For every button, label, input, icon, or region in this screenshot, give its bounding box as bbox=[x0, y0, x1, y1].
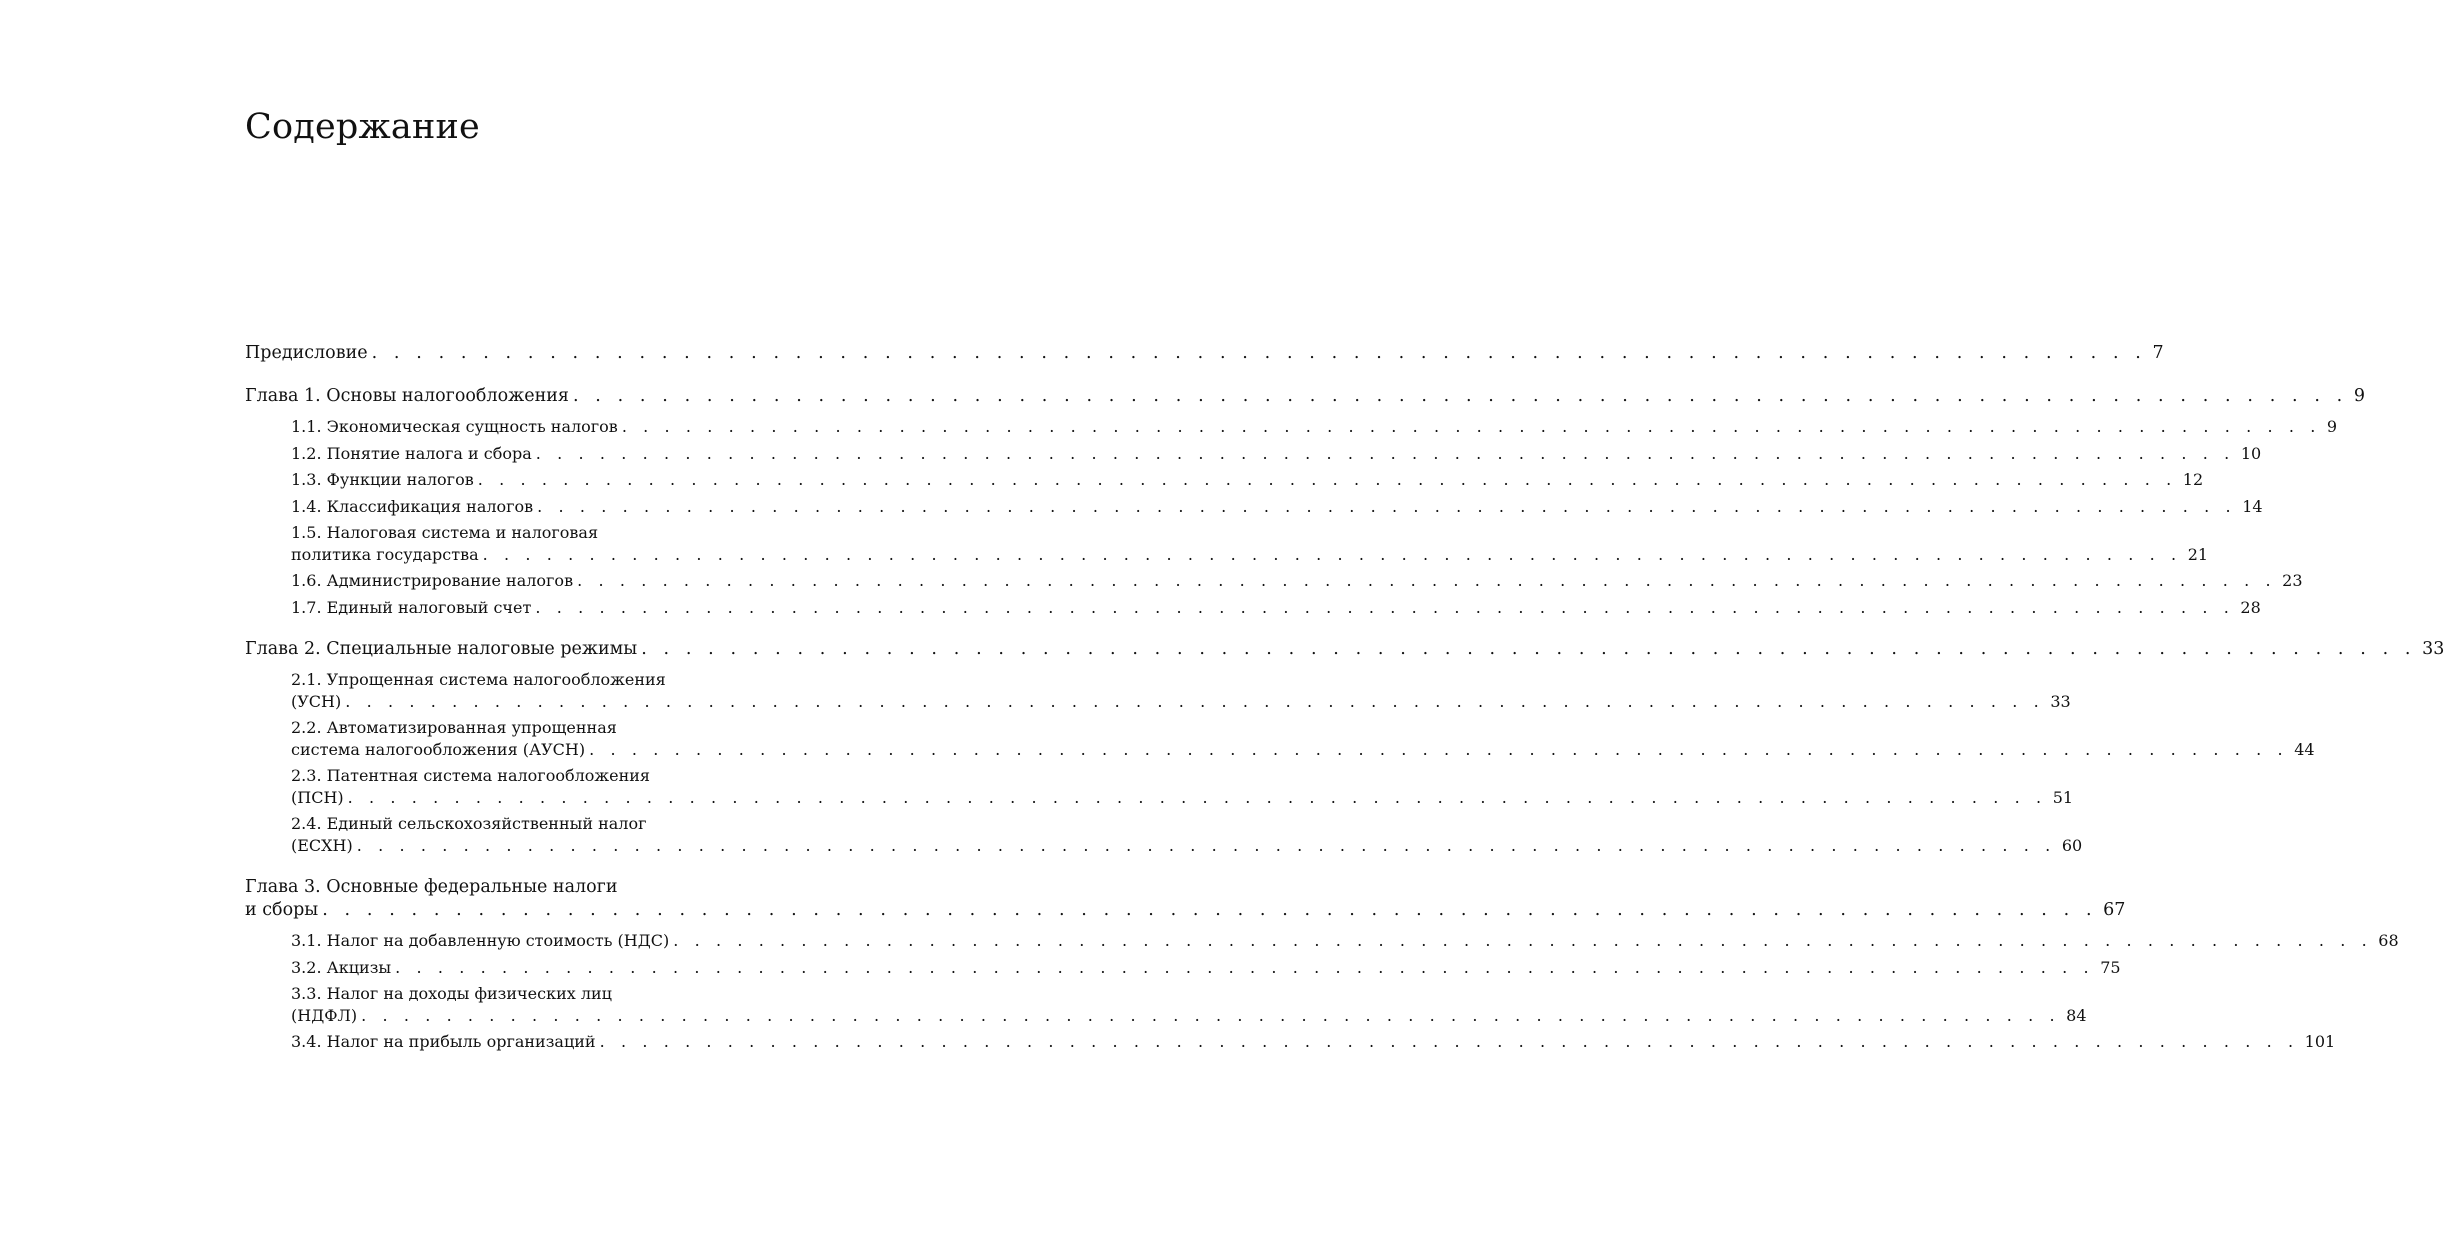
toc-page-number: 10 bbox=[2240, 443, 2262, 463]
toc-page-number: 7 bbox=[2152, 343, 2164, 363]
toc-line bbox=[291, 496, 2263, 518]
page-title: Содержание bbox=[245, 107, 480, 147]
dot-leader: . . . . . . . . . . . . . . . . . . . . . . . . . . . . . . . . . . . . . . . . . . . . . . . . . . . . . . . . . . . . . . . . . . . . . . . . . . . . . . . . bbox=[537, 496, 2237, 516]
toc-entry-title: (ЕСХН) bbox=[291, 835, 353, 855]
dot-leader: . . . . . . . . . . . . . . . . . . . . . . . . . . . . . . . . . . . . . . . . . . . . . . . . . . . . . . . . . . . . . . . . . . . . . . . . . . . . . . . . bbox=[599, 1032, 2299, 1051]
toc-entry-title: 2.2. Автоматизированная упрощенная bbox=[291, 718, 617, 737]
toc-line bbox=[291, 597, 2261, 619]
toc-line bbox=[291, 787, 2074, 809]
toc-entry-title: 1.1. Экономическая сущность налогов bbox=[291, 417, 618, 436]
dot-leader: . . . . . . . . . . . . . . . . . . . . . . . . . . . . . . . . . . . . . . . . . . . . . . . . . . . . . . . . . . . . . . . . . . . . . . . . . . . . . . . . bbox=[673, 931, 2373, 950]
toc-section[interactable] bbox=[291, 443, 2262, 465]
dot-leader: . . . . . . . . . . . . . . . . . . . . . . . . . . . . . . . . . . . . . . . . . . . . . . . . . . . . . . . . . . . . . . . . . . . . . . . . . . . . . . . . bbox=[371, 343, 2147, 363]
toc-line bbox=[291, 739, 2315, 761]
dot-leader: . . . . . . . . . . . . . . . . . . . . . . . . . . . . . . . . . . . . . . . . . . . . . . . . . . . . . . . . . . . . . . . . . . . . . . . . . . . . . . . . bbox=[482, 544, 2182, 564]
toc-entry-title: Глава 1. Основы налогообложения bbox=[245, 386, 569, 406]
toc-entry-title: 1.6. Администрирование налогов bbox=[291, 571, 574, 590]
toc-page-number: 28 bbox=[2240, 597, 2261, 617]
dot-leader: . . . . . . . . . . . . . . . . . . . . . . . . . . . . . . . . . . . . . . . . . . . . . . . . . . . . . . . . . . . . . . . . . . . . . . . . . . . . . . . . bbox=[395, 957, 2095, 977]
toc-page-number: 33 bbox=[2050, 691, 2071, 711]
dot-leader: . . . . . . . . . . . . . . . . . . . . . . . . . . . . . . . . . . . . . . . . . . . . . . . . . . . . . . . . . . . . . . . . . . . . . . . . . . . . . . . . bbox=[345, 691, 2045, 711]
toc-line bbox=[291, 765, 732, 787]
toc-section[interactable] bbox=[291, 983, 2087, 1026]
toc-line bbox=[291, 570, 2303, 592]
toc-chapter[interactable] bbox=[245, 385, 2365, 408]
toc-entry-title: (НДФЛ) bbox=[291, 1005, 358, 1025]
toc-entry-title: 1.2. Понятие налога и сбора bbox=[291, 443, 532, 463]
dot-leader: . . . . . . . . . . . . . . . . . . . . . . . . . . . . . . . . . . . . . . . . . . . . . . . . . . . . . . . . . . . . . . . . . . . . . . . . . . . . . . . . bbox=[621, 417, 2321, 436]
toc-section[interactable] bbox=[291, 813, 2083, 856]
toc-page-number: 12 bbox=[2182, 470, 2204, 489]
toc-entry-title: 3.4. Налог на прибыль организаций bbox=[291, 1032, 596, 1051]
toc-line bbox=[245, 876, 732, 899]
toc-chapter[interactable] bbox=[245, 876, 2126, 922]
toc-section[interactable] bbox=[291, 669, 2071, 712]
toc-entry-title: и сборы bbox=[245, 900, 319, 920]
toc-line bbox=[245, 385, 2365, 408]
toc-section[interactable] bbox=[291, 717, 2315, 760]
toc-chapter[interactable] bbox=[245, 638, 2444, 661]
toc-page-number: 14 bbox=[2242, 496, 2263, 516]
toc-entry-title: 3.1. Налог на добавленную стоимость (НДС) bbox=[291, 931, 670, 950]
toc-line bbox=[291, 691, 2071, 713]
toc-section[interactable] bbox=[291, 416, 2338, 438]
toc-line bbox=[291, 669, 732, 691]
toc-entry-title: 1.3. Функции налогов bbox=[291, 470, 474, 489]
toc-entry-title: (УСН) bbox=[291, 691, 342, 711]
toc-line bbox=[291, 1005, 2087, 1027]
dot-leader: . . . . . . . . . . . . . . . . . . . . . . . . . . . . . . . . . . . . . . . . . . . . . . . . . . . . . . . . . . . . . . . . . . . . . . . . . . . . . . . . bbox=[322, 900, 2098, 920]
toc-chapter[interactable] bbox=[245, 342, 2164, 365]
toc-entry-title: 1.4. Классификация налогов bbox=[291, 496, 534, 516]
toc-entry-title: 1.5. Налоговая система и налоговая bbox=[291, 523, 599, 542]
toc-entry-title: 2.4. Единый сельскохозяйственный налог bbox=[291, 814, 647, 833]
toc-entry-title: 2.1. Упрощенная система налогообложения bbox=[291, 670, 666, 689]
toc-line bbox=[291, 1031, 2336, 1053]
toc-line bbox=[291, 416, 2338, 438]
toc-page-number: 101 bbox=[2304, 1032, 2336, 1051]
toc-entry-title: политика государства bbox=[291, 544, 479, 564]
dot-leader: . . . . . . . . . . . . . . . . . . . . . . . . . . . . . . . . . . . . . . . . . . . . . . . . . . . . . . . . . . . . . . . . . . . . . . . . . . . . . . . . bbox=[347, 787, 2047, 807]
toc-entry-title: 3.2. Акцизы bbox=[291, 957, 392, 977]
dot-leader: . . . . . . . . . . . . . . . . . . . . . . . . . . . . . . . . . . . . . . . . . . . . . . . . . . . . . . . . . . . . . . . . . . . . . . . . . . . . . . . . bbox=[641, 639, 2417, 659]
toc-page-number: 21 bbox=[2187, 544, 2209, 564]
dot-leader: . . . . . . . . . . . . . . . . . . . . . . . . . . . . . . . . . . . . . . . . . . . . . . . . . . . . . . . . . . . . . . . . . . . . . . . . . . . . . . . . bbox=[535, 597, 2235, 617]
toc-line bbox=[291, 469, 2204, 491]
toc-line bbox=[245, 638, 2444, 661]
toc-section[interactable] bbox=[291, 1031, 2336, 1053]
dot-leader: . . . . . . . . . . . . . . . . . . . . . . . . . . . . . . . . . . . . . . . . . . . . . . . . . . . . . . . . . . . . . . . . . . . . . . . . . . . . . . . . bbox=[572, 386, 2348, 406]
toc-page-number: 44 bbox=[2294, 739, 2315, 759]
toc-entry-title: 1.7. Единый налоговый счет bbox=[291, 597, 532, 617]
dot-leader: . . . . . . . . . . . . . . . . . . . . . . . . . . . . . . . . . . . . . . . . . . . . . . . . . . . . . . . . . . . . . . . . . . . . . . . . . . . . . . . . bbox=[477, 470, 2177, 489]
toc-entry-title: Глава 3. Основные федеральные налоги bbox=[245, 877, 618, 897]
toc-page-number: 9 bbox=[2326, 417, 2338, 436]
toc-line bbox=[291, 930, 2399, 952]
toc-page-number: 68 bbox=[2378, 931, 2399, 950]
toc-section[interactable] bbox=[291, 957, 2121, 979]
toc-line bbox=[291, 957, 2121, 979]
table-of-contents bbox=[245, 342, 2444, 1053]
toc-entry-title: 3.3. Налог на доходы физических лиц bbox=[291, 984, 612, 1003]
toc-page-number: 60 bbox=[2061, 835, 2083, 855]
toc-entry-title: 2.3. Патентная система налогообложения bbox=[291, 766, 650, 785]
dot-leader: . . . . . . . . . . . . . . . . . . . . . . . . . . . . . . . . . . . . . . . . . . . . . . . . . . . . . . . . . . . . . . . . . . . . . . . . . . . . . . . . bbox=[361, 1005, 2061, 1025]
toc-page-number: 23 bbox=[2282, 571, 2303, 590]
toc-section[interactable] bbox=[291, 522, 2209, 565]
toc-line bbox=[291, 717, 732, 739]
toc-page-number: 9 bbox=[2353, 386, 2365, 406]
toc-section[interactable] bbox=[291, 930, 2399, 952]
toc-line bbox=[291, 983, 732, 1005]
toc-line bbox=[245, 342, 2164, 365]
toc-section[interactable] bbox=[291, 496, 2263, 518]
toc-line bbox=[291, 522, 732, 544]
toc-page-number: 84 bbox=[2066, 1005, 2087, 1025]
toc-page-number: 33 bbox=[2422, 639, 2444, 659]
dot-leader: . . . . . . . . . . . . . . . . . . . . . . . . . . . . . . . . . . . . . . . . . . . . . . . . . . . . . . . . . . . . . . . . . . . . . . . . . . . . . . . . bbox=[356, 835, 2056, 855]
toc-entry-title: Глава 2. Специальные налоговые режимы bbox=[245, 639, 638, 659]
toc-line bbox=[245, 899, 2126, 922]
toc-section[interactable] bbox=[291, 570, 2303, 592]
toc-page-number: 67 bbox=[2103, 900, 2126, 920]
toc-entry-title: Предисловие bbox=[245, 343, 368, 363]
toc-section[interactable] bbox=[291, 469, 2204, 491]
toc-line bbox=[291, 443, 2262, 465]
toc-page-number: 51 bbox=[2052, 787, 2074, 807]
toc-entry-title: (ПСН) bbox=[291, 787, 344, 807]
toc-line bbox=[291, 835, 2083, 857]
toc-section[interactable] bbox=[291, 765, 2074, 808]
toc-entry-title: система налогообложения (АУСН) bbox=[291, 739, 586, 759]
dot-leader: . . . . . . . . . . . . . . . . . . . . . . . . . . . . . . . . . . . . . . . . . . . . . . . . . . . . . . . . . . . . . . . . . . . . . . . . . . . . . . . . bbox=[535, 443, 2235, 463]
toc-section[interactable] bbox=[291, 597, 2261, 619]
toc-line bbox=[291, 813, 732, 835]
dot-leader: . . . . . . . . . . . . . . . . . . . . . . . . . . . . . . . . . . . . . . . . . . . . . . . . . . . . . . . . . . . . . . . . . . . . . . . . . . . . . . . . bbox=[589, 739, 2289, 759]
toc-page-number: 75 bbox=[2100, 957, 2121, 977]
dot-leader: . . . . . . . . . . . . . . . . . . . . . . . . . . . . . . . . . . . . . . . . . . . . . . . . . . . . . . . . . . . . . . . . . . . . . . . . . . . . . . . . bbox=[577, 571, 2277, 590]
toc-line bbox=[291, 544, 2209, 566]
